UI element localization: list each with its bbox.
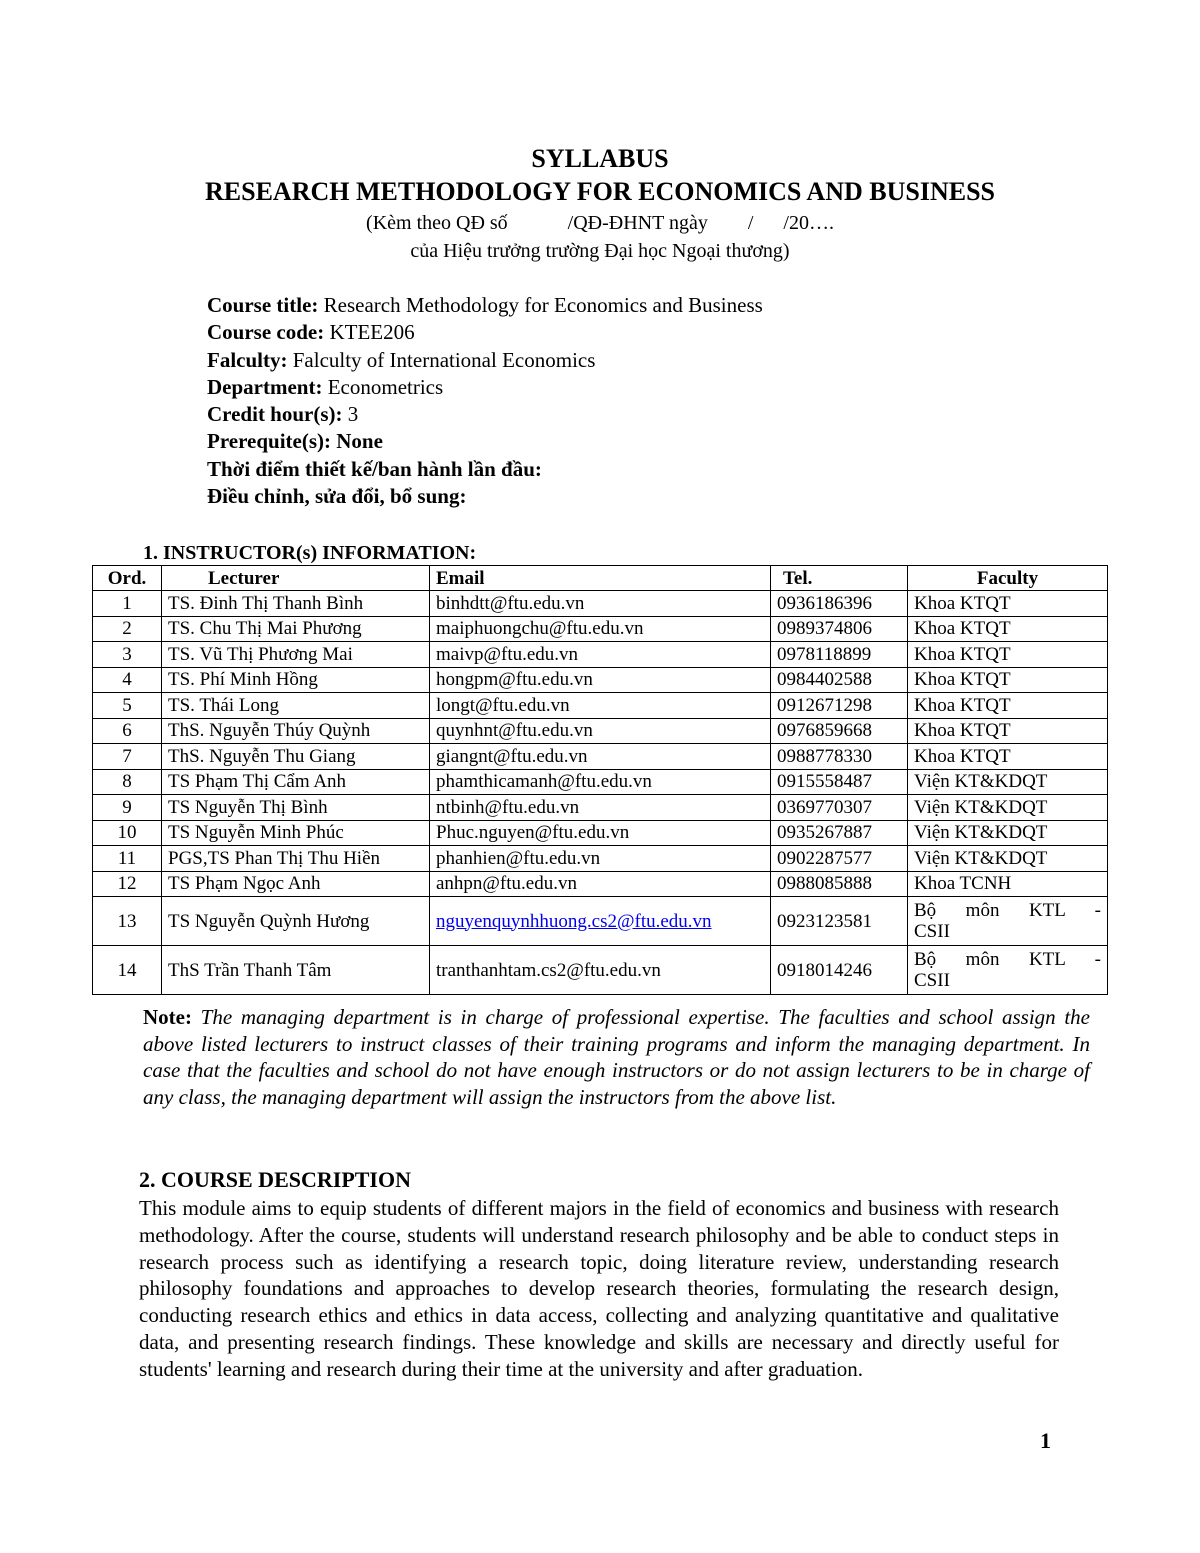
cell-email: hongpm@ftu.edu.vn (430, 667, 771, 693)
info-department (207, 374, 1107, 401)
cell-ord: 5 (93, 693, 162, 719)
info-amendments (207, 483, 1107, 510)
cell-lecturer: TS. Chu Thị Mai Phương (162, 616, 430, 642)
decision-part-3: / (747, 212, 754, 234)
cell-faculty: Viện KT&KDQT (908, 795, 1108, 821)
section-1-title: 1. INSTRUCTOR(s) INFORMATION: (143, 542, 477, 564)
cell-tel: 0978118899 (771, 642, 908, 668)
cell-ord: 14 (93, 946, 162, 995)
cell-ord: 2 (93, 616, 162, 642)
section-2-title: 2. COURSE DESCRIPTION (139, 1167, 411, 1192)
faculty-line-2: CSII (914, 921, 950, 942)
cell-email: longt@ftu.edu.vn (430, 693, 771, 719)
cell-email: maiphuongchu@ftu.edu.vn (430, 616, 771, 642)
cell-tel: 0936186396 (771, 591, 908, 617)
cell-lecturer: TS Nguyễn Quỳnh Hương (162, 897, 430, 946)
faculty-line-2: CSII (914, 970, 950, 991)
cell-faculty: Khoa KTQT (908, 591, 1108, 617)
cell-lecturer: PGS,TS Phan Thị Thu Hiền (162, 846, 430, 872)
decision-line (0, 210, 1200, 236)
cell-ord: 1 (93, 591, 162, 617)
decision-part-1: (Kèm theo QĐ số (366, 212, 508, 234)
cell-email: Phuc.nguyen@ftu.edu.vn (430, 820, 771, 846)
cell-tel: 0923123581 (771, 897, 908, 946)
cell-faculty: Viện KT&KDQT (908, 769, 1108, 795)
cell-faculty: Khoa TCNH (908, 871, 1108, 897)
cell-lecturer: ThS. Nguyễn Thúy Quỳnh (162, 718, 430, 744)
cell-email: quynhnt@ftu.edu.vn (430, 718, 771, 744)
cell-lecturer: TS. Vũ Thị Phương Mai (162, 642, 430, 668)
cell-tel: 0988778330 (771, 744, 908, 770)
info-label: Prerequite(s): None (207, 429, 383, 454)
cell-email: phamthicamanh@ftu.edu.vn (430, 769, 771, 795)
table-row (93, 946, 1108, 995)
info-value: Research Methodology for Economics and Business (318, 293, 763, 317)
cell-email: anhpn@ftu.edu.vn (430, 871, 771, 897)
cell-lecturer: TS Nguyễn Minh Phúc (162, 820, 430, 846)
cell-email: maivp@ftu.edu.vn (430, 642, 771, 668)
cell-ord: 13 (93, 897, 162, 946)
cell-tel: 0918014246 (771, 946, 908, 995)
page-number: 1 (1040, 1428, 1051, 1453)
email-link[interactable]: nguyenquynhhuong.cs2@ftu.edu.vn (436, 910, 712, 932)
table-row (93, 871, 1108, 897)
cell-faculty: Viện KT&KDQT (908, 820, 1108, 846)
table-row (93, 642, 1108, 668)
header-ord: Ord. (93, 566, 162, 591)
cell-lecturer: TS Nguyễn Thị Bình (162, 795, 430, 821)
cell-lecturer: TS. Phí Minh Hồng (162, 667, 430, 693)
cell-ord: 8 (93, 769, 162, 795)
cell-faculty (908, 897, 1108, 946)
course-info-block (207, 292, 1107, 510)
table-row (93, 744, 1108, 770)
info-label: Thời điểm thiết kế/ban hành lần đầu: (207, 456, 542, 481)
decision-part-4: /20…. (783, 212, 834, 234)
table-row (93, 616, 1108, 642)
course-heading: RESEARCH METHODOLOGY FOR ECONOMICS AND BUSINESS (205, 177, 995, 206)
cell-ord: 11 (93, 846, 162, 872)
table-row (93, 795, 1108, 821)
cell-tel: 0912671298 (771, 693, 908, 719)
info-course-code (207, 319, 1107, 346)
header-lecturer: Lecturer (162, 566, 430, 591)
table-row (93, 718, 1108, 744)
cell-tel: 0915558487 (771, 769, 908, 795)
cell-faculty: Khoa KTQT (908, 744, 1108, 770)
note-paragraph (143, 1004, 1090, 1110)
info-value: KTEE206 (324, 320, 415, 345)
cell-faculty: Khoa KTQT (908, 642, 1108, 668)
cell-faculty: Khoa KTQT (908, 693, 1108, 719)
info-label: Falculty: (207, 347, 288, 372)
cell-email: phanhien@ftu.edu.vn (430, 846, 771, 872)
table-row (93, 846, 1108, 872)
cell-tel: 0988085888 (771, 871, 908, 897)
cell-faculty: Viện KT&KDQT (908, 846, 1108, 872)
info-first-issued (207, 456, 1107, 483)
cell-email: binhdtt@ftu.edu.vn (430, 591, 771, 617)
cell-email: ntbinh@ftu.edu.vn (430, 795, 771, 821)
table-row (93, 667, 1108, 693)
decision-line-2: của Hiệu trưởng trường Đại học Ngoại thương) (410, 240, 790, 262)
document-title: SYLLABUS (531, 144, 669, 173)
header-faculty: Faculty (908, 566, 1108, 591)
cell-tel: 0369770307 (771, 795, 908, 821)
cell-tel: 0976859668 (771, 718, 908, 744)
info-value: Falculty of International Economics (287, 347, 596, 372)
table-header-row (93, 566, 1108, 591)
cell-ord: 4 (93, 667, 162, 693)
header-email: Email (430, 566, 771, 591)
table-row (93, 897, 1108, 946)
cell-tel: 0902287577 (771, 846, 908, 872)
info-label: Department: (207, 374, 323, 399)
faculty-line-1: Bộ môn KTL - (914, 949, 1101, 970)
cell-faculty: Khoa KTQT (908, 616, 1108, 642)
cell-lecturer: TS. Thái Long (162, 693, 430, 719)
cell-email (430, 897, 771, 946)
decision-part-2: /QĐ-ĐHNT ngày (567, 212, 708, 234)
info-label: Course title: (207, 293, 319, 317)
info-label: Course code: (207, 320, 325, 345)
cell-faculty: Khoa KTQT (908, 667, 1108, 693)
cell-lecturer: ThS. Nguyễn Thu Giang (162, 744, 430, 770)
cell-tel: 0989374806 (771, 616, 908, 642)
cell-lecturer: TS Phạm Ngọc Anh (162, 871, 430, 897)
course-description: This module aims to equip students of different majors in the field of economics and business with research methodology. After the course, students will understand research philosophy and be able to conduct steps in research process such as identifying a research topic, doing literature review, understanding research philosophy foundations and approaches to develop research theories, formulating the research design, conducting research ethics and ethics in data access, collecting and analyzing quantitative and qualitative data, and presenting research findings. These knowledge and skills are necessary and directly useful for students' learning and research during their time at the university and after graduation. (139, 1196, 1059, 1381)
cell-ord: 9 (93, 795, 162, 821)
cell-ord: 12 (93, 871, 162, 897)
cell-email: giangnt@ftu.edu.vn (430, 744, 771, 770)
instructor-table (92, 565, 1108, 995)
info-label: Credit hour(s): (207, 402, 343, 427)
cell-ord: 6 (93, 718, 162, 744)
cell-faculty (908, 946, 1108, 995)
faculty-line-1: Bộ môn KTL - (914, 900, 1101, 921)
table-row (93, 820, 1108, 846)
cell-faculty: Khoa KTQT (908, 718, 1108, 744)
note-label: Note: (143, 1005, 192, 1029)
table-row (93, 693, 1108, 719)
info-value: 3 (342, 402, 359, 427)
info-label: Điều chỉnh, sửa đổi, bổ sung: (207, 484, 467, 509)
cell-ord: 10 (93, 820, 162, 846)
info-credit-hours (207, 401, 1107, 428)
cell-lecturer: TS. Đinh Thị Thanh Bình (162, 591, 430, 617)
cell-ord: 3 (93, 642, 162, 668)
info-faculty (207, 347, 1107, 374)
info-course-title (207, 292, 1107, 319)
info-prerequisites (207, 428, 1107, 455)
cell-lecturer: ThS Trần Thanh Tâm (162, 946, 430, 995)
info-value: Econometrics (322, 374, 444, 399)
cell-email: tranthanhtam.cs2@ftu.edu.vn (430, 946, 771, 995)
table-row (93, 591, 1108, 617)
table-row (93, 769, 1108, 795)
header-tel: Tel. (771, 566, 908, 591)
note-text: The managing department is in charge of professional expertise. The faculties and school assign the above listed lecturers to instruct classes of their training programs and inform the managing department. In case that the faculties and school do not have enough instructors or do not assign lecturers to be in charge of any class, the managing department will assign the instructors from the above list. (143, 1005, 1090, 1109)
cell-tel: 0935267887 (771, 820, 908, 846)
cell-lecturer: TS Phạm Thị Cẩm Anh (162, 769, 430, 795)
cell-ord: 7 (93, 744, 162, 770)
cell-tel: 0984402588 (771, 667, 908, 693)
